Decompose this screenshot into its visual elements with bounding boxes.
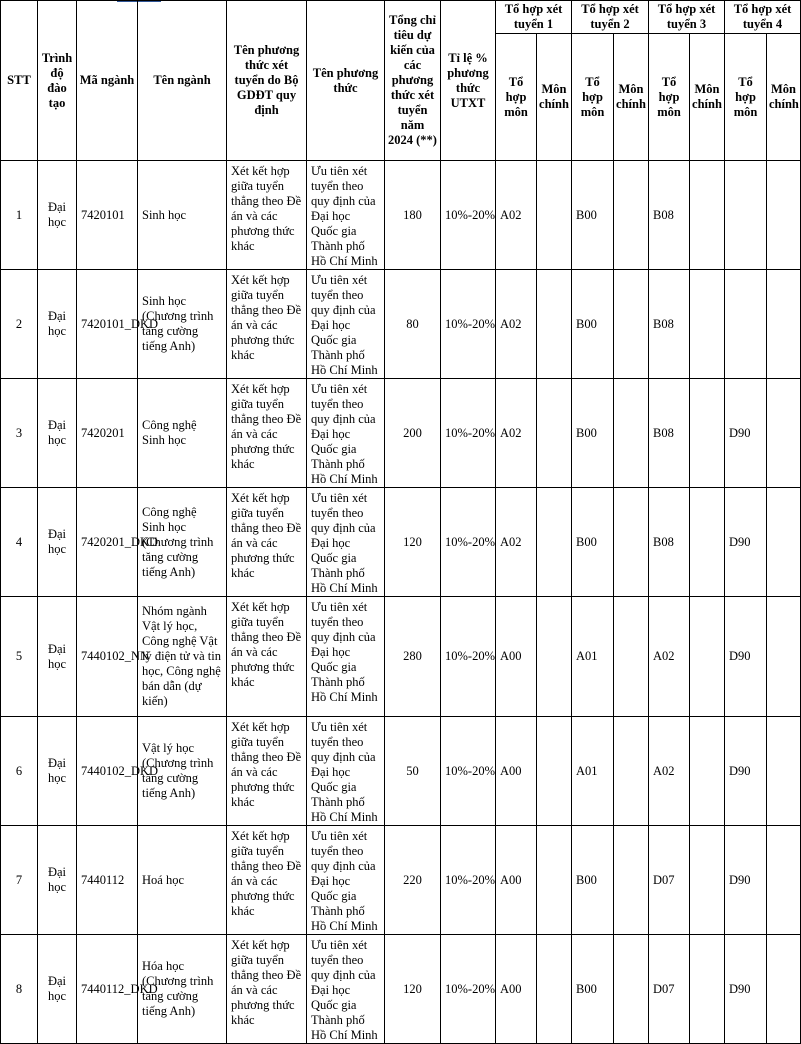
header-ti-le: Tỉ lệ % phương thức UTXT xyxy=(441,1,496,161)
cell-pt-bo: Xét kết hợp giữa tuyển thẳng theo Đề án và các phương thức khác xyxy=(227,488,307,597)
cell-to-hop-3: A02 xyxy=(649,597,690,717)
cell-ten-nganh: Vật lý học (Chương trình tăng cường tiếng Anh) xyxy=(138,717,227,826)
cell-pt-bo: Xét kết hợp giữa tuyển thẳng theo Đề án và các phương thức khác xyxy=(227,935,307,1044)
cell-ten-nganh: Công nghệ Sinh học xyxy=(138,379,227,488)
cell-stt: 5 xyxy=(1,597,38,717)
header-ten-pt: Tên phương thức xyxy=(307,1,385,161)
header-to-hop-1: Tổ hợp xét tuyển 1 xyxy=(496,1,572,34)
cell-trinh-do: Đại học xyxy=(38,379,77,488)
cell-mon-chinh-2 xyxy=(614,488,649,597)
header-stt: STT xyxy=(1,1,38,161)
cell-chi-tieu: 180 xyxy=(385,161,441,270)
cell-to-hop-3: B08 xyxy=(649,488,690,597)
table-row xyxy=(1,935,801,1044)
cell-mon-chinh-2 xyxy=(614,935,649,1044)
cell-mon-chinh-4 xyxy=(767,379,801,488)
header-to-hop-mon: Tổ hợp môn xyxy=(725,34,767,161)
cell-pt: Ưu tiên xét tuyển theo quy định của Đại học Quốc gia Thành phố Hồ Chí Minh xyxy=(307,597,385,717)
header-row-1 xyxy=(1,1,801,34)
cell-mon-chinh-3 xyxy=(690,379,725,488)
cell-mon-chinh-2 xyxy=(614,270,649,379)
cell-to-hop-2: B00 xyxy=(572,826,614,935)
cell-chi-tieu: 50 xyxy=(385,717,441,826)
cell-ti-le: 10%-20% xyxy=(441,379,496,488)
cell-chi-tieu: 120 xyxy=(385,935,441,1044)
cell-mon-chinh-2 xyxy=(614,717,649,826)
table-row xyxy=(1,717,801,826)
cell-to-hop-1: A02 xyxy=(496,379,537,488)
cell-to-hop-1: A00 xyxy=(496,717,537,826)
cell-to-hop-3: B08 xyxy=(649,270,690,379)
cell-ten-nganh: Công nghệ Sinh học (Chương trình tăng cường tiếng Anh) xyxy=(138,488,227,597)
cell-mon-chinh-1 xyxy=(537,826,572,935)
cell-pt: Ưu tiên xét tuyển theo quy định của Đại học Quốc gia Thành phố Hồ Chí Minh xyxy=(307,717,385,826)
cell-ti-le: 10%-20% xyxy=(441,161,496,270)
cell-to-hop-1: A02 xyxy=(496,488,537,597)
cell-to-hop-4: D90 xyxy=(725,488,767,597)
cell-mon-chinh-3 xyxy=(690,935,725,1044)
cell-ti-le: 10%-20% xyxy=(441,717,496,826)
cell-stt: 7 xyxy=(1,826,38,935)
cell-pt: Ưu tiên xét tuyển theo quy định của Đại học Quốc gia Thành phố Hồ Chí Minh xyxy=(307,488,385,597)
cell-ma-nganh: 7440102_NN xyxy=(77,597,138,717)
cell-pt-bo: Xét kết hợp giữa tuyển thẳng theo Đề án và các phương thức khác xyxy=(227,826,307,935)
header-to-hop-mon: Tổ hợp môn xyxy=(496,34,537,161)
cell-to-hop-4: D90 xyxy=(725,935,767,1044)
cell-trinh-do: Đại học xyxy=(38,717,77,826)
cell-to-hop-2: A01 xyxy=(572,597,614,717)
cell-mon-chinh-1 xyxy=(537,161,572,270)
cell-mon-chinh-1 xyxy=(537,270,572,379)
cell-mon-chinh-1 xyxy=(537,379,572,488)
cell-ten-nganh: Nhóm ngành Vật lý học, Công nghệ Vật lý điện tử và tin học, Công nghệ bán dẫn (dự kiến) xyxy=(138,597,227,717)
cell-mon-chinh-3 xyxy=(690,270,725,379)
cell-mon-chinh-2 xyxy=(614,826,649,935)
header-to-hop-2: Tổ hợp xét tuyển 2 xyxy=(572,1,649,34)
table-row xyxy=(1,597,801,717)
cell-mon-chinh-3 xyxy=(690,717,725,826)
header-to-hop-3: Tổ hợp xét tuyển 3 xyxy=(649,1,725,34)
cell-to-hop-2: B00 xyxy=(572,379,614,488)
header-mon-chinh: Môn chính xyxy=(537,34,572,161)
cell-to-hop-1: A00 xyxy=(496,935,537,1044)
cell-to-hop-2: A01 xyxy=(572,717,614,826)
cell-ma-nganh: 7420201 xyxy=(77,379,138,488)
cell-mon-chinh-3 xyxy=(690,488,725,597)
cell-pt: Ưu tiên xét tuyển theo quy định của Đại học Quốc gia Thành phố Hồ Chí Minh xyxy=(307,826,385,935)
table-row xyxy=(1,379,801,488)
cell-trinh-do: Đại học xyxy=(38,935,77,1044)
header-mon-chinh: Môn chính xyxy=(767,34,801,161)
cell-to-hop-2: B00 xyxy=(572,488,614,597)
header-to-hop-4: Tổ hợp xét tuyển 4 xyxy=(725,1,801,34)
cell-ten-nganh: Sinh học xyxy=(138,161,227,270)
cell-trinh-do: Đại học xyxy=(38,826,77,935)
cell-pt-bo: Xét kết hợp giữa tuyển thẳng theo Đề án và các phương thức khác xyxy=(227,161,307,270)
cell-mon-chinh-4 xyxy=(767,826,801,935)
header-ten-pt-bo: Tên phương thức xét tuyển do Bộ GDĐT quy định xyxy=(227,1,307,161)
table-row xyxy=(1,826,801,935)
cell-ma-nganh: 7420101 xyxy=(77,161,138,270)
cell-stt: 2 xyxy=(1,270,38,379)
cell-pt-bo: Xét kết hợp giữa tuyển thẳng theo Đề án và các phương thức khác xyxy=(227,379,307,488)
cell-to-hop-4 xyxy=(725,161,767,270)
cell-to-hop-3: B08 xyxy=(649,379,690,488)
cell-ten-nganh: Hoá học xyxy=(138,826,227,935)
header-mon-chinh: Môn chính xyxy=(614,34,649,161)
cell-ten-nganh: Hóa học (Chương trình tăng cường tiếng Anh) xyxy=(138,935,227,1044)
cell-mon-chinh-1 xyxy=(537,597,572,717)
cell-pt-bo: Xét kết hợp giữa tuyển thẳng theo Đề án và các phương thức khác xyxy=(227,270,307,379)
cell-mon-chinh-4 xyxy=(767,161,801,270)
cell-to-hop-4: D90 xyxy=(725,379,767,488)
cell-mon-chinh-3 xyxy=(690,161,725,270)
cell-trinh-do: Đại học xyxy=(38,270,77,379)
header-to-hop-mon: Tổ hợp môn xyxy=(572,34,614,161)
cell-ma-nganh: 7440112_DKD xyxy=(77,935,138,1044)
cell-stt: 3 xyxy=(1,379,38,488)
cell-ma-nganh: 7420101_DKD xyxy=(77,270,138,379)
cell-to-hop-1: A02 xyxy=(496,161,537,270)
table-row xyxy=(1,270,801,379)
cell-mon-chinh-4 xyxy=(767,935,801,1044)
table-row xyxy=(1,488,801,597)
cell-mon-chinh-4 xyxy=(767,717,801,826)
cell-mon-chinh-3 xyxy=(690,597,725,717)
cell-trinh-do: Đại học xyxy=(38,597,77,717)
cell-mon-chinh-3 xyxy=(690,826,725,935)
cell-to-hop-4 xyxy=(725,270,767,379)
cell-ti-le: 10%-20% xyxy=(441,270,496,379)
cell-ti-le: 10%-20% xyxy=(441,826,496,935)
cell-mon-chinh-2 xyxy=(614,161,649,270)
cell-trinh-do: Đại học xyxy=(38,161,77,270)
cell-pt: Ưu tiên xét tuyển theo quy định của Đại học Quốc gia Thành phố Hồ Chí Minh xyxy=(307,270,385,379)
header-mon-chinh: Môn chính xyxy=(690,34,725,161)
cell-pt: Ưu tiên xét tuyển theo quy định của Đại học Quốc gia Thành phố Hồ Chí Minh xyxy=(307,161,385,270)
cell-to-hop-1: A00 xyxy=(496,826,537,935)
cell-chi-tieu: 220 xyxy=(385,826,441,935)
cell-stt: 6 xyxy=(1,717,38,826)
cell-trinh-do: Đại học xyxy=(38,488,77,597)
cell-to-hop-3: D07 xyxy=(649,935,690,1044)
cell-chi-tieu: 280 xyxy=(385,597,441,717)
cell-pt-bo: Xét kết hợp giữa tuyển thẳng theo Đề án và các phương thức khác xyxy=(227,597,307,717)
header-to-hop-mon: Tổ hợp môn xyxy=(649,34,690,161)
cell-to-hop-4: D90 xyxy=(725,597,767,717)
cell-ti-le: 10%-20% xyxy=(441,935,496,1044)
cell-ten-nganh: Sinh học (Chương trình tăng cường tiếng Anh) xyxy=(138,270,227,379)
cell-ti-le: 10%-20% xyxy=(441,488,496,597)
cell-pt-bo: Xét kết hợp giữa tuyển thẳng theo Đề án và các phương thức khác xyxy=(227,717,307,826)
cell-chi-tieu: 200 xyxy=(385,379,441,488)
cell-pt: Ưu tiên xét tuyển theo quy định của Đại học Quốc gia Thành phố Hồ Chí Minh xyxy=(307,379,385,488)
cell-to-hop-3: B08 xyxy=(649,161,690,270)
cell-mon-chinh-4 xyxy=(767,270,801,379)
cell-to-hop-4: D90 xyxy=(725,717,767,826)
cell-mon-chinh-1 xyxy=(537,488,572,597)
header-ma-nganh: Mã ngành xyxy=(77,1,138,161)
cell-ma-nganh: 7440102_DKD xyxy=(77,717,138,826)
header-ten-nganh: Tên ngành xyxy=(138,1,227,161)
cell-mon-chinh-4 xyxy=(767,597,801,717)
cell-ti-le: 10%-20% xyxy=(441,597,496,717)
cell-to-hop-3: A02 xyxy=(649,717,690,826)
cell-chi-tieu: 120 xyxy=(385,488,441,597)
cell-mon-chinh-2 xyxy=(614,597,649,717)
cell-mon-chinh-4 xyxy=(767,488,801,597)
cell-to-hop-2: B00 xyxy=(572,270,614,379)
cell-chi-tieu: 80 xyxy=(385,270,441,379)
cell-to-hop-3: D07 xyxy=(649,826,690,935)
cell-to-hop-1: A00 xyxy=(496,597,537,717)
cell-to-hop-2: B00 xyxy=(572,161,614,270)
cell-mon-chinh-1 xyxy=(537,717,572,826)
cell-to-hop-2: B00 xyxy=(572,935,614,1044)
header-tong-chi-tieu: Tổng chỉ tiêu dự kiến của các phương thức xét tuyển năm 2024 (**) xyxy=(385,1,441,161)
cell-mon-chinh-2 xyxy=(614,379,649,488)
cell-stt: 8 xyxy=(1,935,38,1044)
cell-ma-nganh: 7440112 xyxy=(77,826,138,935)
cell-ma-nganh: 7420201_DKD xyxy=(77,488,138,597)
cell-to-hop-1: A02 xyxy=(496,270,537,379)
table-row xyxy=(1,161,801,270)
cell-pt: Ưu tiên xét tuyển theo quy định của Đại học Quốc gia Thành phố Hồ Chí Minh xyxy=(307,935,385,1044)
cell-stt: 1 xyxy=(1,161,38,270)
header-trinh-do: Trình độ đào tạo xyxy=(38,1,77,161)
cell-mon-chinh-1 xyxy=(537,935,572,1044)
cell-to-hop-4: D90 xyxy=(725,826,767,935)
cell-stt: 4 xyxy=(1,488,38,597)
